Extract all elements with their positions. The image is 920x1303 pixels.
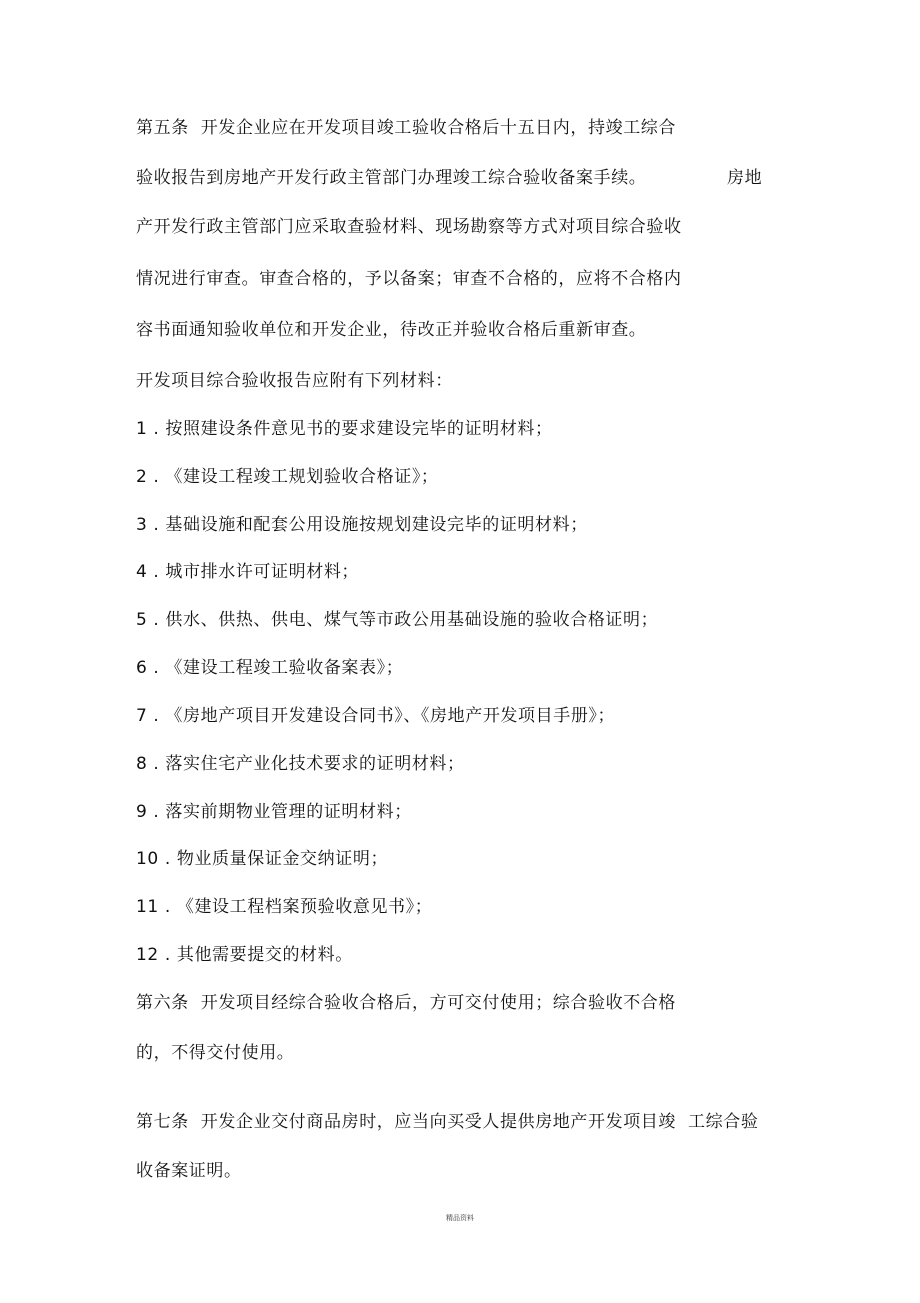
- material-item-7: 7 . 《房地产项目开发建设合同书》、《房地产开发项目手册》；: [136, 706, 616, 726]
- article7-line2: 收备案证明。: [136, 1161, 242, 1181]
- materials-heading: 开发项目综合验收报告应附有下列材料：: [136, 371, 453, 391]
- material-item-12: 12 . 其他需要提交的材料。: [136, 945, 353, 965]
- article6-line2: 的，不得交付使用。: [136, 1043, 295, 1063]
- article7-line1: 第七条 开发企业交付商品房时，应当向买受人提供房地产开发项目竣 工综合验: [136, 1112, 759, 1132]
- article5-line3: 产开发行政主管部门应采取查验材料、现场勘察等方式对项目综合验收: [136, 217, 682, 237]
- material-item-1: 1 . 按照建设条件意见书的要求建设完毕的证明材料；: [136, 419, 553, 439]
- material-item-4: 4 . 城市排水许可证明材料；: [136, 562, 360, 582]
- material-item-11: 11 . 《建设工程档案预验收意见书》；: [136, 897, 433, 917]
- material-item-5: 5 . 供水、供热、供电、煤气等市政公用基础设施的验收合格证明；: [136, 610, 659, 630]
- page-footer: 精品资料: [446, 1214, 474, 1222]
- article5-line4: 情况进行审查。审查合格的，予以备案；审查不合格的，应将不合格内: [136, 269, 682, 289]
- material-item-2: 2 . 《建设工程竣工规划验收合格证》；: [136, 467, 439, 487]
- article5-line1: 第五条 开发企业应在开发项目竣工验收合格后十五日内，持竣工综合: [136, 118, 677, 138]
- material-item-8: 8 . 落实住宅产业化技术要求的证明材料；: [136, 754, 465, 774]
- article5-line2-tail: 房地: [727, 168, 763, 188]
- material-item-6: 6 . 《建设工程竣工验收备案表》；: [136, 658, 404, 678]
- article6-line1: 第六条 开发项目经综合验收合格后，方可交付使用；综合验收不合格: [136, 993, 677, 1013]
- material-item-3: 3 . 基础设施和配套公用设施按规划建设完毕的证明材料；: [136, 515, 588, 535]
- article5-line2: 验收报告到房地产开发行政主管部门办理竣工综合验收备案手续。: [136, 168, 647, 188]
- material-item-9: 9 . 落实前期物业管理的证明材料；: [136, 802, 412, 822]
- material-item-10: 10 . 物业质量保证金交纳证明；: [136, 849, 389, 869]
- article5-line5: 容书面通知验收单位和开发企业，待改正并验收合格后重新审查。: [136, 320, 647, 340]
